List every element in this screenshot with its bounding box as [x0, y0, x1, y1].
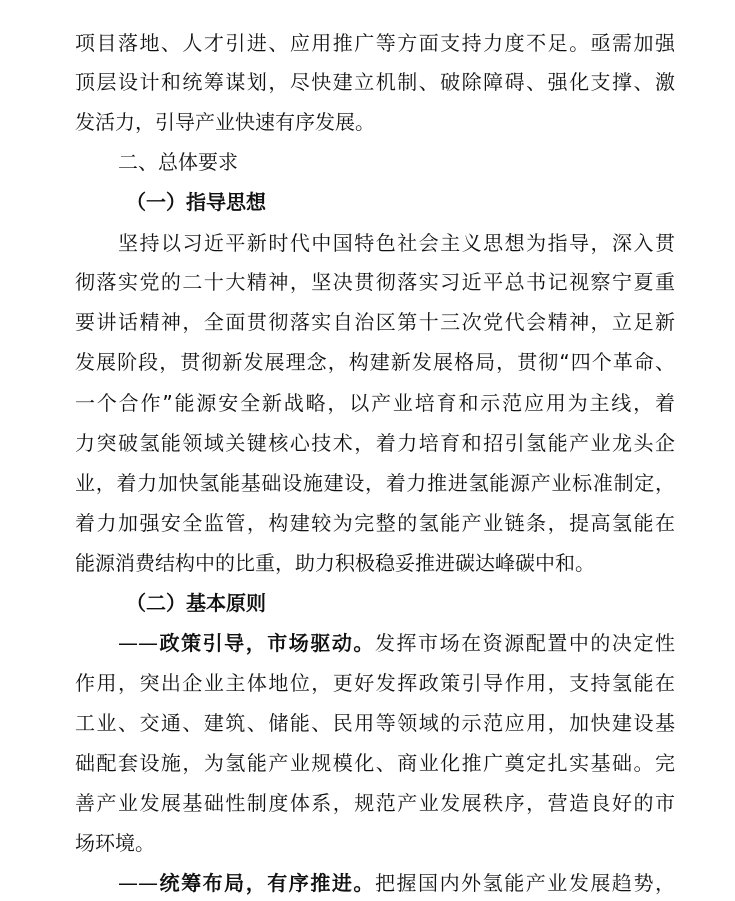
- paragraph-line: 善产业发展基础性制度体系，规范产业发展秩序，营造良好的市: [75, 791, 675, 815]
- paragraph-line: 力突破氢能领域关键核心技术，着力培育和招引氢能产业龙头企: [75, 431, 675, 455]
- paragraph-line: 能源消费结构中的比重，助力积极稳妥推进碳达峰碳中和。: [75, 551, 595, 575]
- subsection-title: （二）基本原则: [126, 591, 266, 615]
- em-dash: ——: [118, 631, 158, 655]
- em-dash: ——: [118, 871, 158, 895]
- section-title: 二、总体要求: [118, 150, 238, 174]
- paragraph-line: 彻落实党的二十大精神，坚决贯彻落实习近平总书记视察宁夏重: [75, 270, 675, 294]
- paragraph-line: 坚持以习近平新时代中国特色社会主义思想为指导，深入贯: [118, 231, 675, 255]
- paragraph-line: 础配套设施，为氢能产业规模化、商业化推广奠定扎实基础。完: [75, 751, 675, 775]
- paragraph-line: 着力加强安全监管，构建较为完整的氢能产业链条，提高氢能在: [75, 511, 675, 535]
- paragraph-line: 作用，突出企业主体地位，更好发挥政策引导作用，支持氢能在: [75, 671, 675, 695]
- principle-text: 把握国内外氢能产业发展趋势，: [374, 871, 676, 895]
- paragraph-line: 场环境。: [75, 831, 155, 855]
- principle-text: 发挥市场在资源配置中的决定性: [374, 631, 676, 655]
- paragraph-line: 工业、交通、建筑、储能、民用等领域的示范应用，加快建设基: [75, 711, 675, 735]
- principle-line: [118, 871, 675, 895]
- paragraph-line: 要讲话精神，全面贯彻落实自治区第十三次党代会精神，立足新: [75, 310, 675, 334]
- paragraph-line: 业，着力加快氢能基础设施建设，着力推进氢能源产业标准制定，: [75, 471, 675, 495]
- paragraph-line: 一个合作”能源安全新战略，以产业培育和示范应用为主线，着: [75, 391, 675, 415]
- paragraph-line: 顶层设计和统筹谋划，尽快建立机制、破除障碍、强化支撑、激: [75, 70, 675, 94]
- paragraph-line: 发展阶段，贯彻新发展理念，构建新发展格局，贯彻“四个革命、: [75, 350, 675, 374]
- principle-line: [118, 631, 675, 655]
- paragraph-line: 项目落地、人才引进、应用推广等方面支持力度不足。亟需加强: [75, 31, 675, 55]
- principle-title: 政策引导，市场驱动。: [158, 631, 375, 655]
- subsection-title: （一）指导思想: [126, 190, 266, 214]
- paragraph-line: 发活力，引导产业快速有序发展。: [75, 110, 375, 134]
- principle-title: 统筹布局，有序推进。: [158, 871, 375, 895]
